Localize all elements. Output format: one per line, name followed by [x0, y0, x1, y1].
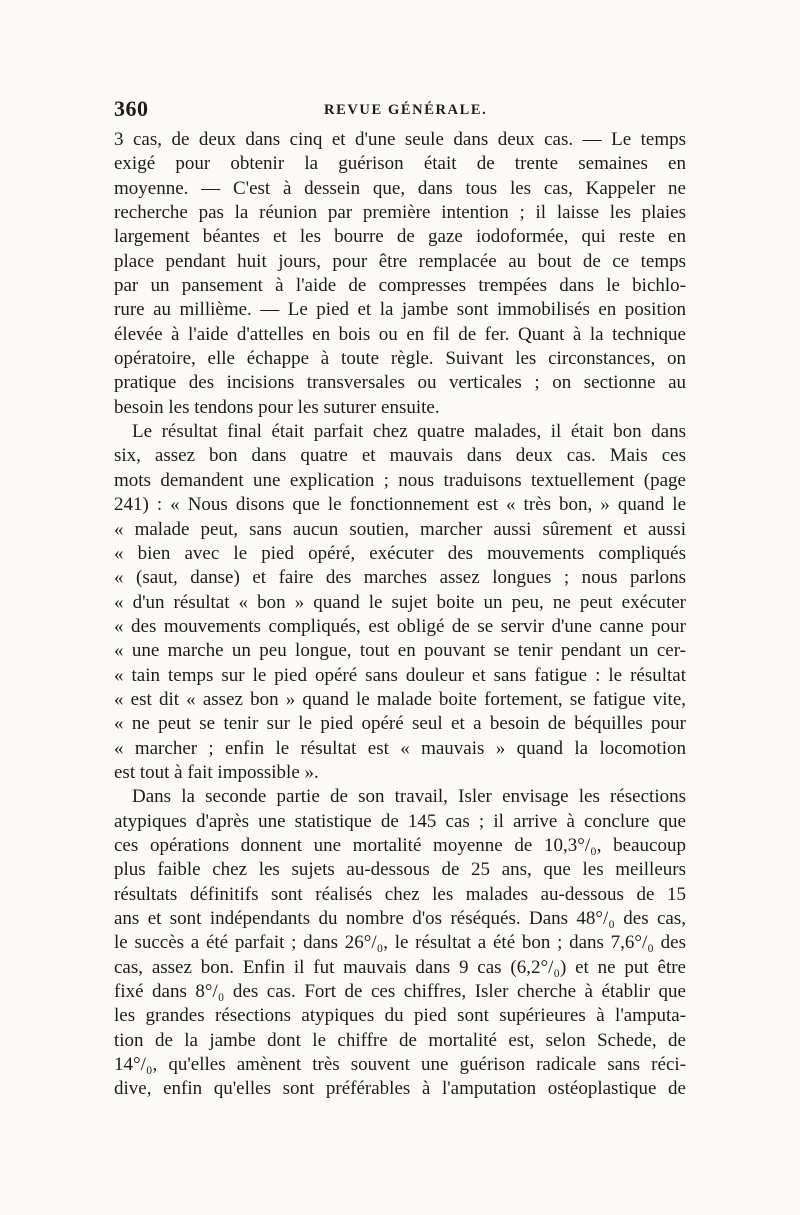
text-line: tion de la jambe dont le chiffre de mortalité est, selon Schede, de	[114, 1029, 686, 1051]
paragraph-start-line: Dans la seconde partie de son travail, Isler envisage les résections	[132, 786, 686, 808]
text-line: fixé dans 8°/₀ des cas. Fort de ces chiffres, Isler cherche à établir que	[114, 981, 686, 1003]
text-line: pratique des incisions transversales ou verticales ; on sectionne au	[114, 372, 686, 394]
text-line: 14°/₀, qu'elles amènent très souvent une guérison radicale sans réci-	[114, 1054, 686, 1076]
text-line: « d'un résultat « bon » quand le sujet boite un peu, ne peut exécuter	[114, 591, 686, 613]
text-line: élevée à l'aide d'attelles en bois ou en fil de fer. Quant à la technique	[114, 323, 686, 345]
text-line: ans et sont indépendants du nombre d'os réséqués. Dans 48°/₀ des cas,	[114, 908, 686, 929]
text-line: mots demandent une explication ; nous traduisons textuellement (page	[114, 469, 686, 491]
running-title: REVUE GÉNÉRALE.	[324, 102, 488, 118]
text-line: « (saut, danse) et faire des marches assez longues ; nous parlons	[114, 567, 686, 589]
text-line: « des mouvements compliqués, est obligé de se servir d'une canne pour	[114, 615, 686, 637]
text-line: les grandes résections atypiques du pied sont supérieures à l'amputa-	[114, 1005, 686, 1027]
text-line: « tain temps sur le pied opéré sans douleur et sans fatigue : le résultat	[114, 664, 686, 686]
text-line: résultats définitifs sont réalisés chez les malades au-dessous de 15	[114, 883, 686, 905]
page-number: 360	[114, 96, 149, 121]
page-header	[114, 96, 686, 126]
body-text	[114, 128, 686, 1102]
text-line: rure au millième. — Le pied et la jambe sont immobilisés en position	[114, 299, 686, 321]
text-line: opératoire, elle échappe à toute règle. Suivant les circonstances, on	[114, 348, 686, 370]
text-line: 3 cas, de deux dans cinq et d'une seule dans deux cas. — Le temps	[114, 129, 686, 150]
text-line: place pendant huit jours, pour être remplacée au bout de ce temps	[114, 250, 686, 272]
text-line: moyenne. — C'est à dessein que, dans tous les cas, Kappeler ne	[114, 177, 686, 199]
text-line: largement béantes et les bourre de gaze iodoformée, qui reste en	[114, 226, 686, 248]
paragraph-end-line: besoin les tendons pour les suturer ensuite.	[114, 396, 440, 418]
text-line: exigé pour obtenir la guérison était de trente semaines en	[114, 153, 686, 175]
text-line: le succès a été parfait ; dans 26°/₀, le résultat a été bon ; dans 7,6°/₀ des	[114, 932, 686, 954]
text-line: ces opérations donnent une mortalité moyenne de 10,3°/₀, beaucoup	[114, 834, 686, 856]
text-line: par un pansement à l'aide de compresses trempées dans le bichlo-	[114, 275, 686, 297]
text-line: « ne peut se tenir sur le pied opéré seul et a besoin de béquilles pour	[114, 713, 686, 735]
text-line: « malade peut, sans aucun soutien, marcher aussi sûrement et aussi	[114, 518, 686, 540]
text-line: « est dit « assez bon » quand le malade boite fortement, se fatigue vite,	[114, 688, 686, 710]
text-line: recherche pas la réunion par première intention ; il laisse les plaies	[114, 202, 686, 224]
paragraph-start-line: Le résultat final était parfait chez quatre malades, il était bon dans	[132, 421, 686, 443]
text-line: « marcher ; enfin le résultat est « mauvais » quand la locomotion	[114, 737, 686, 759]
text-line: atypiques d'après une statistique de 145 cas ; il arrive à conclure que	[114, 810, 686, 832]
text-line: « bien avec le pied opéré, exécuter des mouvements compliqués	[114, 542, 686, 564]
paragraph-end-line: est tout à fait impossible ».	[114, 761, 319, 783]
text-line: plus faible chez les sujets au-dessous de 25 ans, que les meilleurs	[114, 859, 686, 881]
text-line: 241) : « Nous disons que le fonctionnement est « très bon, » quand le	[114, 494, 686, 516]
text-line: « une marche un peu longue, tout en pouvant se tenir pendant un cer-	[114, 640, 686, 662]
text-line: cas, assez bon. Enfin il fut mauvais dans 9 cas (6,2°/₀) et ne put être	[114, 956, 686, 978]
text-line: six, assez bon dans quatre et mauvais dans deux cas. Mais ces	[114, 445, 686, 467]
text-line: dive, enfin qu'elles sont préférables à l'amputation ostéoplastique de	[114, 1078, 686, 1100]
